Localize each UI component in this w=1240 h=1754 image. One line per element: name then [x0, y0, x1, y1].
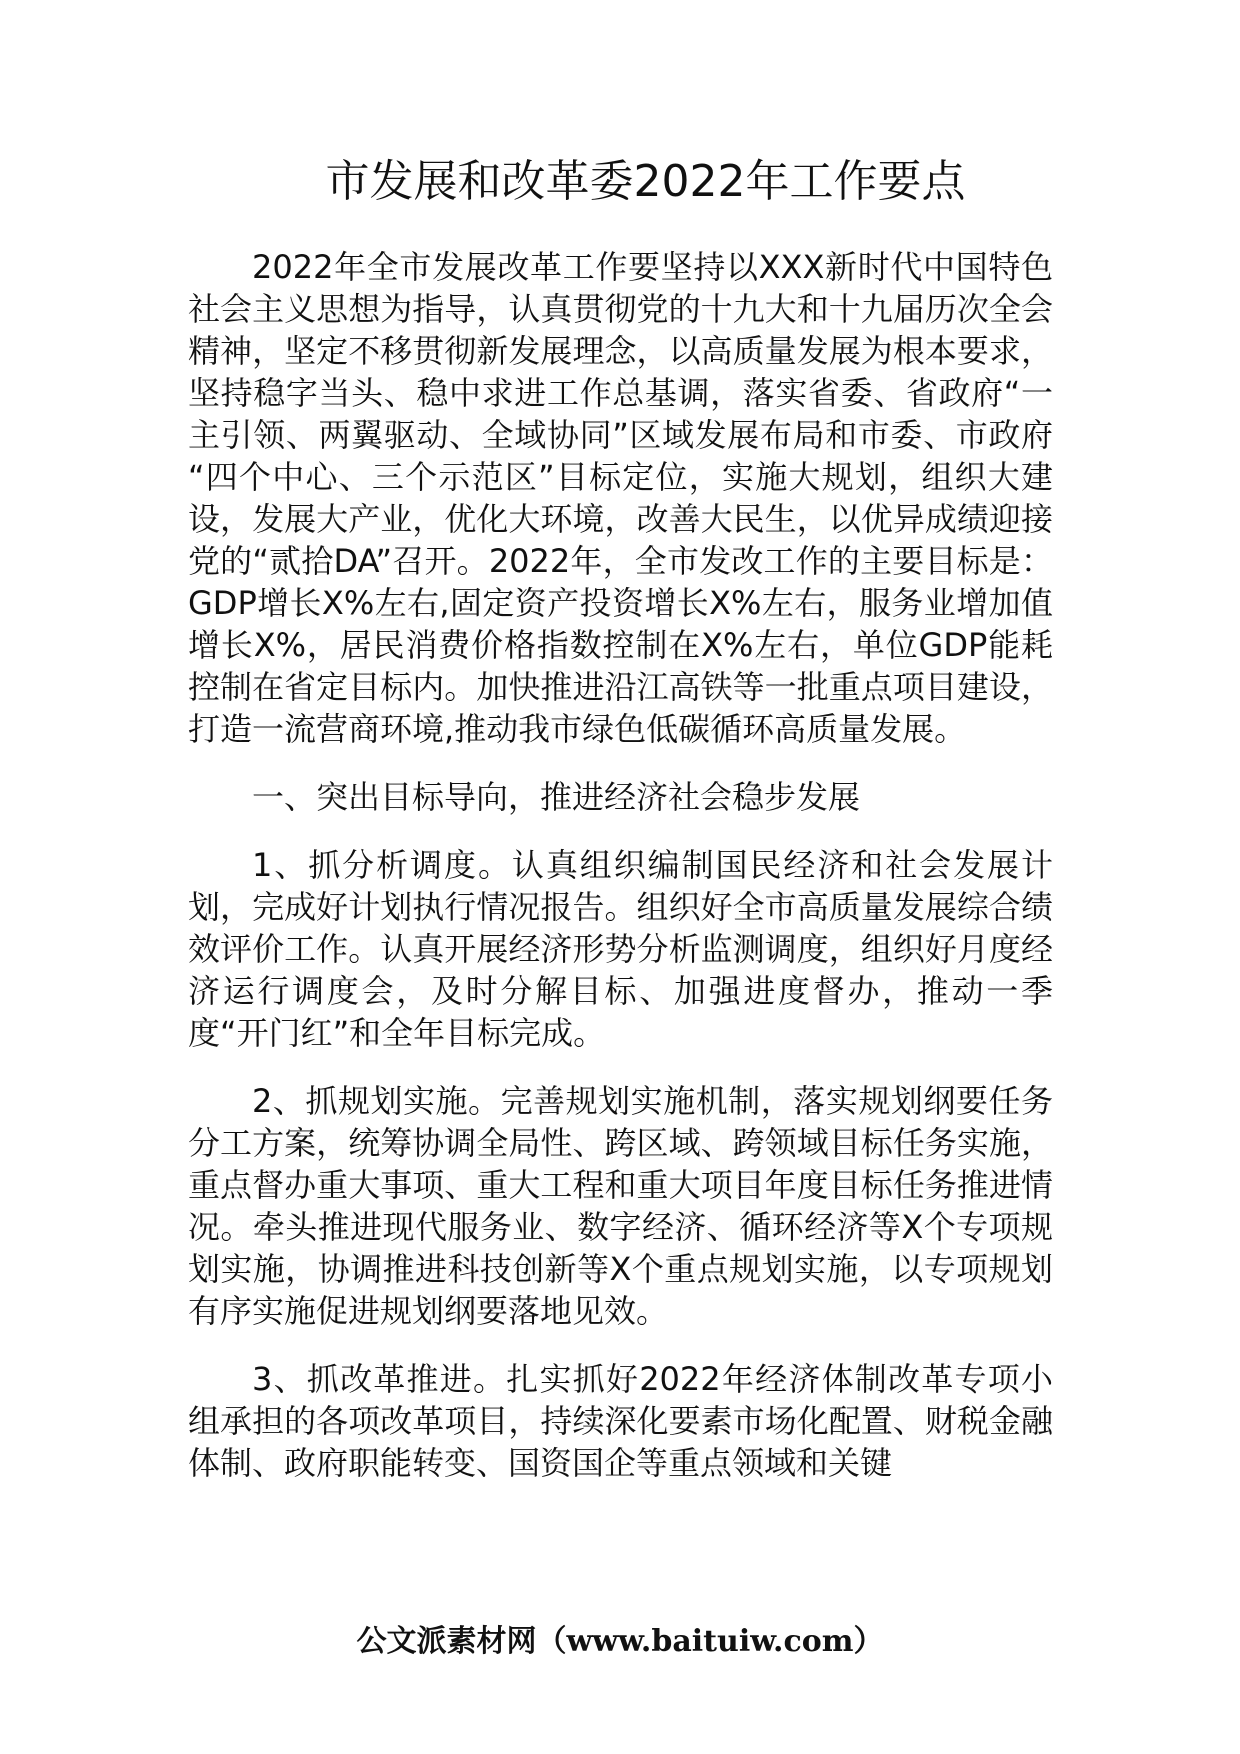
section-heading-1: 一、突出目标导向，推进经济社会稳步发展	[252, 778, 861, 816]
footer-watermark: 公文派素材网（www.baituiw.com）	[356, 1624, 884, 1659]
paragraph-item-3: 3、抓改革推进。扎实抓好2022年经济体制改革专项小组承担的各项改革项目，持续深化要素市场化配置、财税金融体制、政府职能转变、国资国企等重点领域和关键	[188, 1360, 1053, 1482]
paragraph-item-1: 1、抓分析调度。认真组织编制国民经济和社会发展计划，完成好计划执行情况报告。组织好全市高质量发展综合绩效评价工作。认真开展经济形势分析监测调度，组织好月度经济运行调度会，及时分解目标、加强进度督办，推动一季度“开门红”和全年目标完成。	[188, 846, 1053, 1052]
document-body	[188, 246, 1053, 1510]
document-title: 市发展和改革委2022年工作要点	[325, 156, 966, 207]
intro-paragraph: 2022年全市发展改革工作要坚持以XXX新时代中国特色社会主义思想为指导，认真贯彻党的十九大和十九届历次全会精神，坚定不移贯彻新发展理念，以高质量发展为根本要求，坚持稳字当头、稳中求进工作总基调，落实省委、省政府“一主引领、两翼驱动、全域协同”区域发展布局和市委、市政府 “四个中心、三个示范区”目标定位，实施大规划，组织大建设，发展大产业，优化大环境，改善大民生，以优异成绩迎接党的“贰拾DA”召开。2022年，全市发改工作的主要目标是：GDP增长X%左右,固定资产投资增长X%左右，服务业增加值增长X%，居民消费价格指数控制在X%左右，单位GDP能耗控制在省定目标内。加快推进沿江高铁等一批重点项目建设，打造一流营商环境,推动我市绿色低碳循环高质量发展。	[188, 248, 1053, 748]
paragraph-item-2: 2、抓规划实施。完善规划实施机制，落实规划纲要任务分工方案，统筹协调全局性、跨区域、跨领域目标任务实施，重点督办重大事项、重大工程和重大项目年度目标任务推进情况。牵头推进现代服务业、数字经济、循环经济等X个专项规划实施，协调推进科技创新等X个重点规划实施，以专项规划有序实施促进规划纲要落地见效。	[188, 1082, 1053, 1330]
